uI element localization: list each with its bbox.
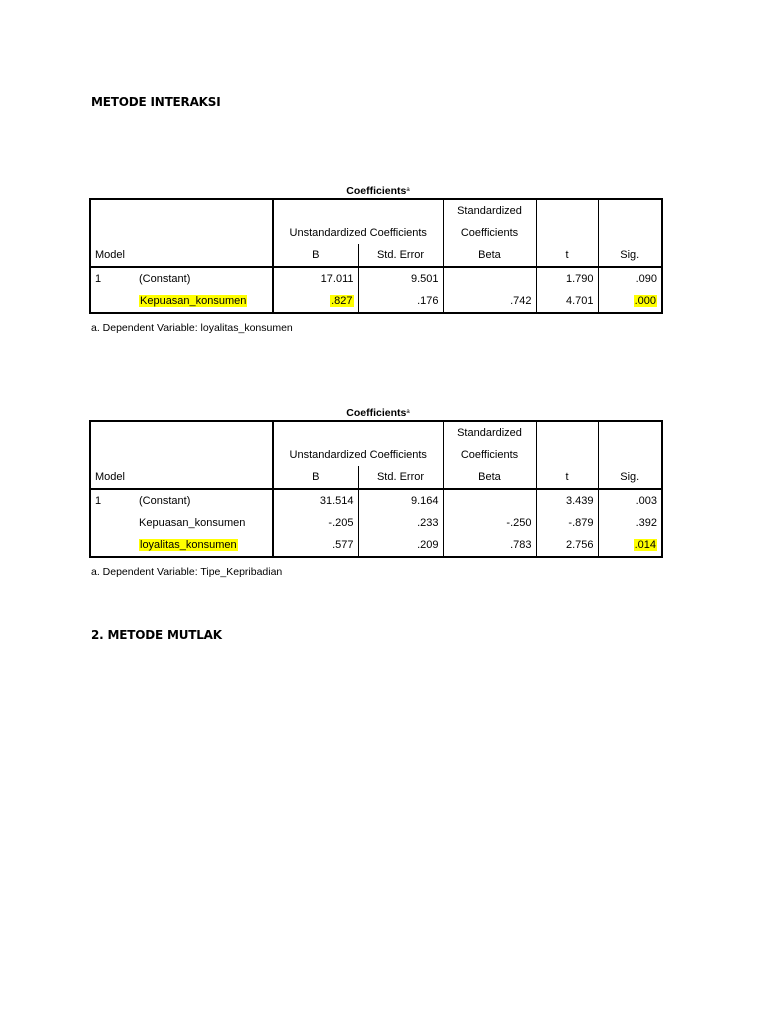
header-unstandardized: Unstandardized Coefficients: [273, 222, 443, 244]
table-footnote: a. Dependent Variable: loyalitas_konsumen: [91, 322, 293, 334]
header-beta: Beta: [443, 466, 536, 489]
highlighted-variable: loyalitas_konsumen: [140, 539, 237, 551]
highlighted-b: .827: [331, 295, 353, 307]
coefficients-table-2: [89, 404, 661, 578]
header-t: t: [536, 466, 598, 489]
highlighted-sig: .000: [634, 295, 656, 307]
coefficients-table-1: [89, 182, 661, 334]
header-sig: Sig.: [598, 466, 662, 489]
header-coefficients: Coefficients: [443, 444, 536, 466]
header-coefficients: Coefficients: [443, 222, 536, 244]
highlighted-variable: Kepuasan_konsumen: [140, 295, 247, 307]
table-row: Kepuasan_konsumen -.205 .233 -.250 -.879 .392: [90, 512, 662, 534]
header-model: Model: [90, 244, 135, 267]
header-standardized: Standardized: [443, 199, 536, 222]
coefficients-grid: [89, 198, 663, 314]
header-model: Model: [90, 466, 135, 489]
table-row: 1 (Constant) 17.011 9.501 1.790 .090: [90, 267, 662, 290]
header-beta: Beta: [443, 244, 536, 267]
header-b: B: [273, 244, 358, 267]
table-row: loyalitas_konsumen .577 .209 .783 2.756 .014: [90, 534, 662, 557]
section-heading-mutlak: 2. METODE MUTLAK: [91, 628, 222, 642]
table-title: Coefficients$^a$: [346, 185, 410, 197]
header-std-error: Std. Error: [358, 244, 443, 267]
coefficients-grid: [89, 420, 663, 558]
header-t: t: [536, 244, 598, 267]
table-title: Coefficients$^a$: [346, 407, 410, 419]
header-standardized: Standardized: [443, 421, 536, 444]
table-row: Kepuasan_konsumen .827 .176 .742 4.701 .000: [90, 290, 662, 313]
header-unstandardized: Unstandardized Coefficients: [273, 444, 443, 466]
highlighted-sig: .014: [634, 539, 656, 551]
table-row: 1 (Constant) 31.514 9.164 3.439 .003: [90, 489, 662, 512]
header-sig: Sig.: [598, 244, 662, 267]
table-footnote: a. Dependent Variable: Tipe_Kepribadian: [91, 566, 283, 578]
header-std-error: Std. Error: [358, 466, 443, 489]
section-heading-interaksi: METODE INTERAKSI: [91, 95, 221, 109]
header-b: B: [273, 466, 358, 489]
